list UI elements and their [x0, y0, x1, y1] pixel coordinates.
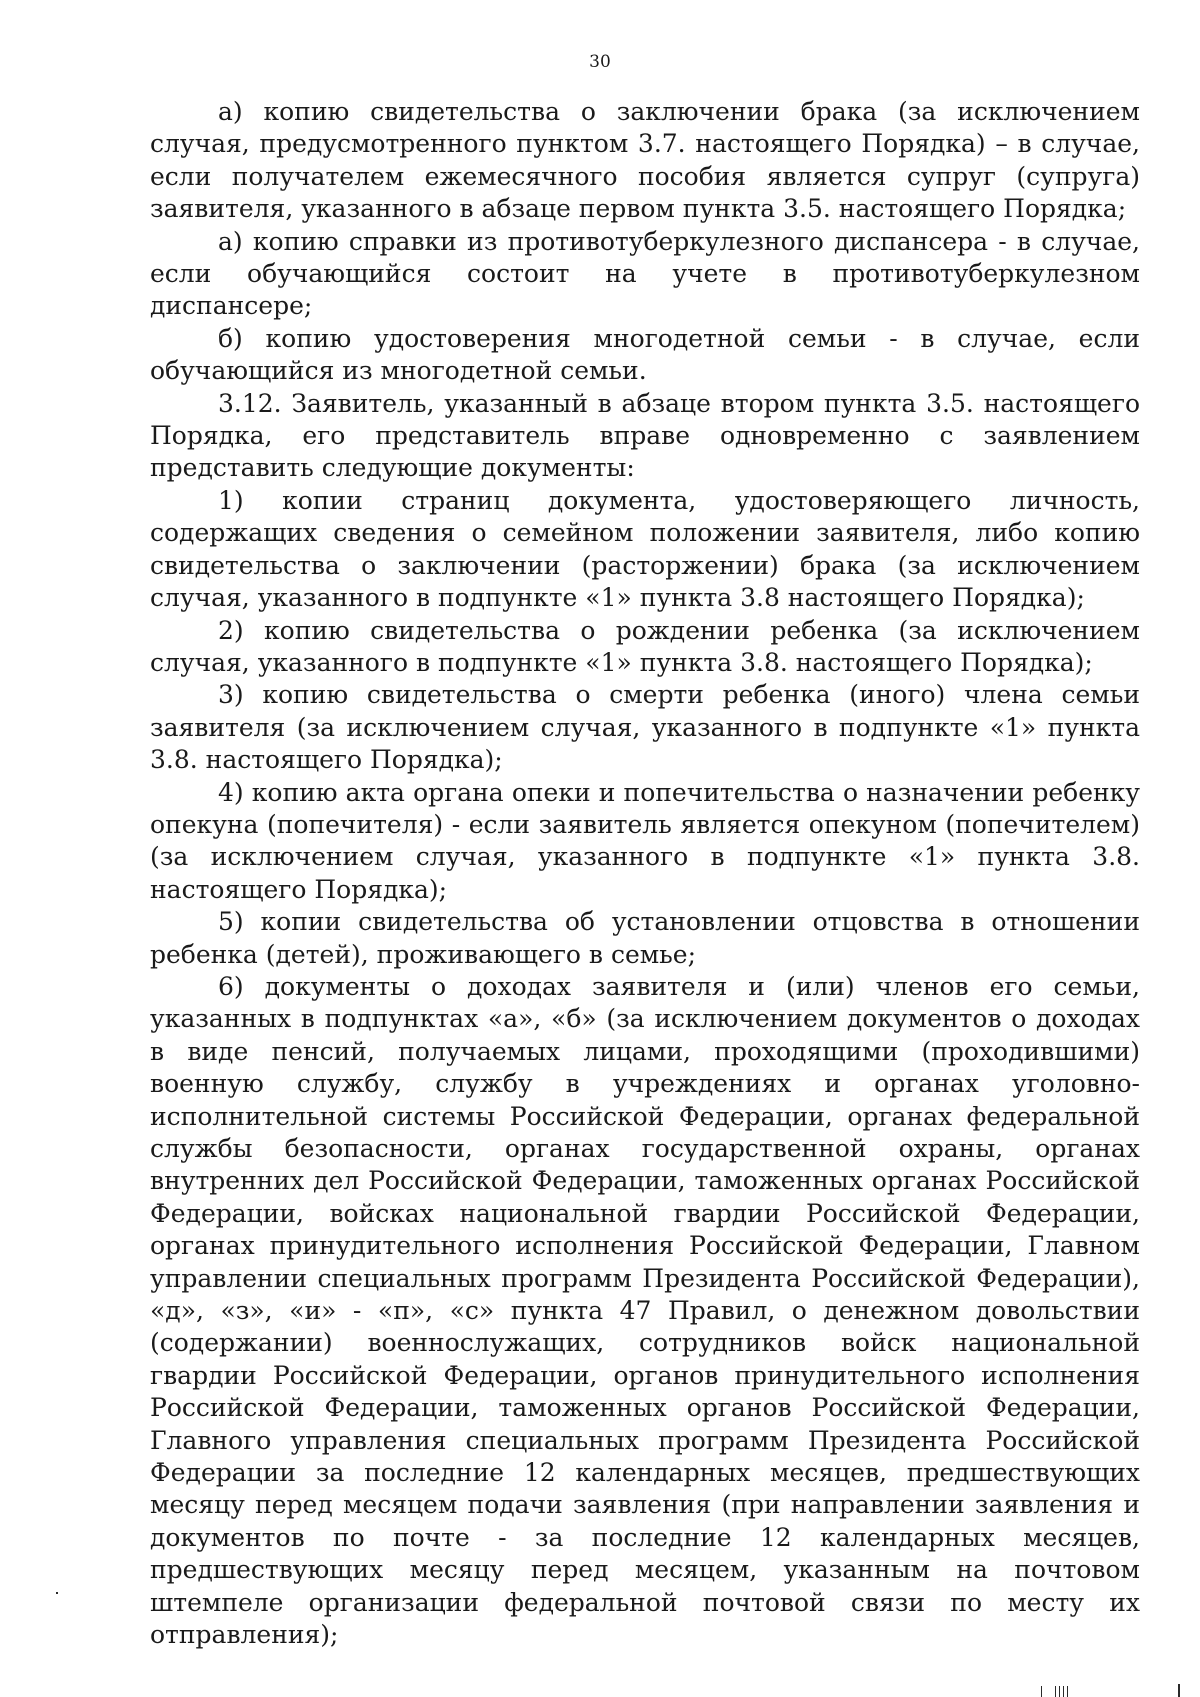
scan-edge-mark — [1178, 1684, 1180, 1697]
paragraph-large-family: б) копию удостоверения многодетной семьи - в случае, если обучающийся из многодетной семьи. — [150, 323, 1140, 386]
scan-edge-mark — [1063, 1686, 1064, 1697]
paragraph-item-3: 3) копию свидетельства о смерти ребенка (иного) члена семьи заявителя (за исключением случая, указанного в подпункте «1» пункта 3.8. настоящего Порядка); — [150, 680, 1140, 775]
scan-dot — [56, 1592, 58, 1594]
paragraph-item-2: 2) копию свидетельства о рождении ребенка (за исключением случая, указанного в подпункте «1» пункта 3.8. настоящего Порядка); — [150, 615, 1140, 677]
scan-edge-mark — [1041, 1686, 1042, 1697]
page-number: 30 — [589, 52, 611, 72]
scan-edge-mark — [1059, 1686, 1060, 1697]
paragraph-3-12: 3.12. Заявитель, указанный в абзаце втором пункта 3.5. настоящего Порядка, его представитель вправе одновременно с заявлением представить следующие документы: — [150, 388, 1140, 483]
paragraph-marriage-certificate: а) копию свидетельства о заключении брака (за исключением случая, предусмотренного пунктом 3.7. настоящего Порядка) – в случае, если получателем ежемесячного пособия является супруг (супруга) заявителя, указанного в абзаце первом пункта 3.5. настоящего Порядка; — [150, 97, 1140, 224]
paragraph-item-5: 5) копии свидетельства об установлении отцовства в отношении ребенка (детей), проживающего в семье; — [150, 907, 1140, 969]
paragraph-item-6: 6) документы о доходах заявителя и (или) членов его семьи, указанных в подпунктах «а», «б» (за исключением документов о доходах в виде пенсий, получаемых лицами, проходящими (проходившими) военную службу, службу в учреждениях и органах уголовно-исполнительной системы Российской Федерации, органах федеральной службы безопасности, органах государственной охраны, органах внутренних дел Российской Федерации, таможенных органах Российской Федерации, войсках национальной гвардии Российской Федерации, органах принудительного исполнения Российской Федерации, Главном управлении специальных программ Президента Российской Федерации), «д», «з», «и» - «п», «с» пункта 47 Правил, о денежном довольствии (содержании) военнослужащих, сотрудников войск национальной гвардии Российской Федерации, органов принудительного исполнения Российской Федерации, таможенных органов Российской Федерации, Главного управления специальных программ Президента Российской Федерации за последние 12 календарных месяцев, предшествующих месяцу перед месяцем подачи заявления (при направлении заявления и документов по почте - за последние 12 календарных месяцев, предшествующих месяцу перед месяцем, указанным на почтовом штемпеле организации федеральной почтовой связи по месту их отправления); — [150, 971, 1140, 1650]
paragraph-item-4: 4) копию акта органа опеки и попечительства о назначении ребенку опекуна (попечителя) - если заявитель является опекуном (попечителем) (за исключением случая, указанного в подпункте «1» пункта 3.8. настоящего Порядка); — [150, 777, 1140, 904]
scan-edge-mark — [1055, 1686, 1056, 1697]
scan-edge-mark — [1067, 1686, 1068, 1697]
paragraph-item-1: 1) копии страниц документа, удостоверяющего личность, содержащих сведения о семейном положении заявителя, либо копию свидетельства о заключении (расторжении) брака (за исключением случая, указанного в подпункте «1» пункта 3.8 настоящего Порядка); — [150, 485, 1140, 613]
document-body — [150, 96, 1140, 1652]
paragraph-tb-dispensary: а) копию справки из противотуберкулезного диспансера - в случае, если обучающийся состоит на учете в противотуберкулезном диспансере; — [150, 226, 1140, 321]
